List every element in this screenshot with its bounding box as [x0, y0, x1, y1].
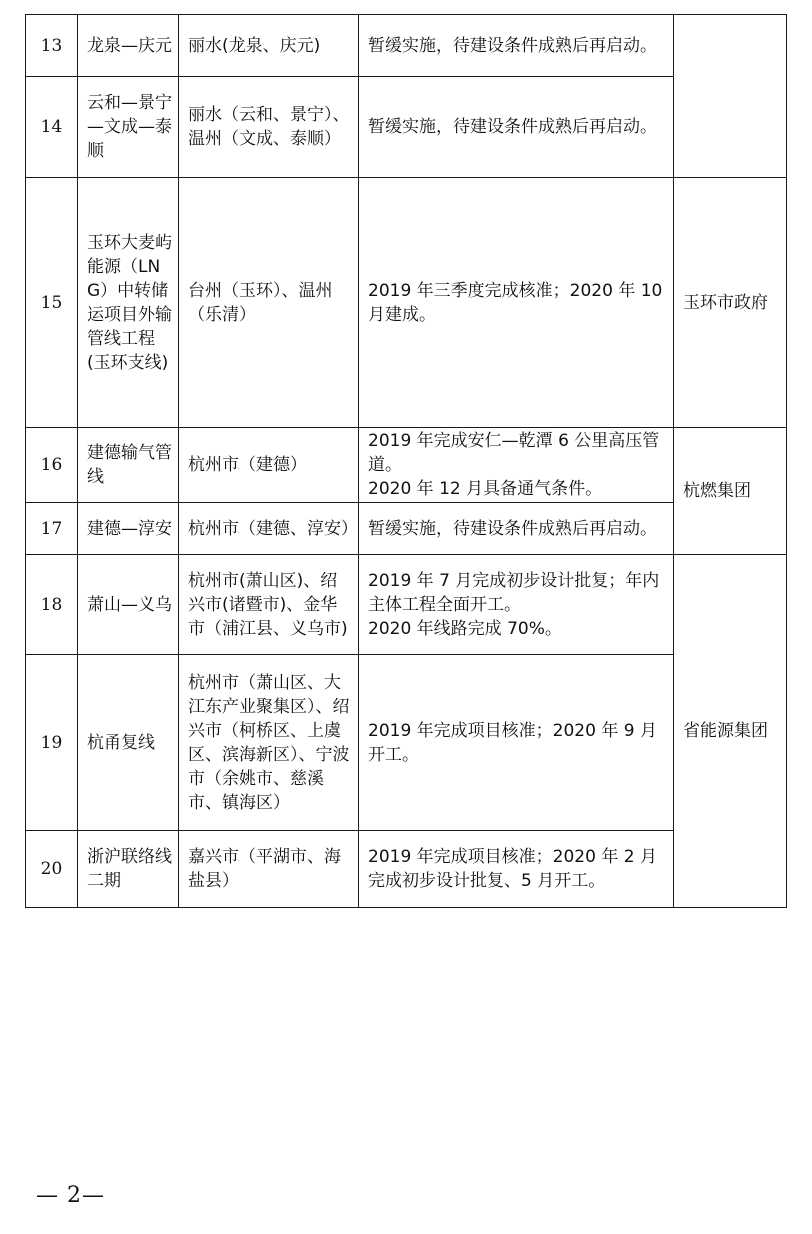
project-progress: 2019 年三季度完成核准；2020 年 10 月建成。	[359, 178, 674, 428]
table-row	[26, 15, 787, 77]
progress-line: 2019 年 7 月完成初步设计批复；年内主体工程全面开工。	[368, 570, 660, 615]
table-row	[26, 555, 787, 655]
project-region: 杭州市（建德）	[179, 428, 359, 503]
row-number: 14	[26, 77, 78, 178]
table-row	[26, 831, 787, 908]
project-progress: 暂缓实施，待建设条件成熟后再启动。	[359, 15, 674, 77]
project-table	[25, 14, 787, 908]
project-name: 玉环大麦屿能源（LNG）中转储运项目外输管线工程(玉环支线)	[78, 178, 179, 428]
project-name: 浙沪联络线二期	[78, 831, 179, 908]
table-row	[26, 428, 787, 503]
table-row	[26, 178, 787, 428]
project-name: 萧山—义乌	[78, 555, 179, 655]
table-row	[26, 503, 787, 555]
project-region: 台州（玉环）、温州（乐清）	[179, 178, 359, 428]
project-name: 建德—淳安	[78, 503, 179, 555]
project-name: 建德输气管线	[78, 428, 179, 503]
project-progress: 2019 年完成项目核准；2020 年 9 月开工。	[359, 655, 674, 831]
responsible-unit: 玉环市政府	[674, 178, 787, 428]
project-progress: 2019 年完成项目核准；2020 年 2 月完成初步设计批复、5 月开工。	[359, 831, 674, 908]
responsible-unit: 杭燃集团	[674, 428, 787, 555]
row-number: 20	[26, 831, 78, 908]
responsible-unit: 省能源集团	[674, 555, 787, 908]
project-progress	[359, 428, 674, 503]
table-row	[26, 77, 787, 178]
project-name: 云和—景宁—文成—泰顺	[78, 77, 179, 178]
row-number: 19	[26, 655, 78, 831]
project-region: 嘉兴市（平湖市、海盐县）	[179, 831, 359, 908]
progress-line: 2019 年完成安仁—乾潭 6 公里高压管道。	[368, 431, 660, 475]
project-region: 杭州市（建德、淳安）	[179, 503, 359, 555]
project-name: 杭甬复线	[78, 655, 179, 831]
project-progress: 暂缓实施，待建设条件成熟后再启动。	[359, 77, 674, 178]
project-region: 杭州市（萧山区、大江东产业聚集区）、绍兴市（柯桥区、上虞区、滨海新区）、宁波市（余姚市、慈溪市、镇海区）	[179, 655, 359, 831]
row-number: 13	[26, 15, 78, 77]
row-number: 15	[26, 178, 78, 428]
progress-line: 2020 年线路完成 70%。	[368, 618, 562, 639]
project-name: 龙泉—庆元	[78, 15, 179, 77]
table-row	[26, 655, 787, 831]
row-number: 17	[26, 503, 78, 555]
row-number: 16	[26, 428, 78, 503]
project-region: 丽水(龙泉、庆元)	[179, 15, 359, 77]
project-region: 丽水（云和、景宁）、温州（文成、泰顺）	[179, 77, 359, 178]
page-number: — 2—	[36, 1183, 105, 1208]
project-progress	[359, 555, 674, 655]
responsible-unit-cell	[674, 15, 787, 178]
project-progress: 暂缓实施，待建设条件成熟后再启动。	[359, 503, 674, 555]
progress-line: 2020 年 12 月具备通气条件。	[368, 479, 603, 499]
project-region: 杭州市(萧山区)、绍兴市(诸暨市)、金华市（浦江县、义乌市)	[179, 555, 359, 655]
row-number: 18	[26, 555, 78, 655]
